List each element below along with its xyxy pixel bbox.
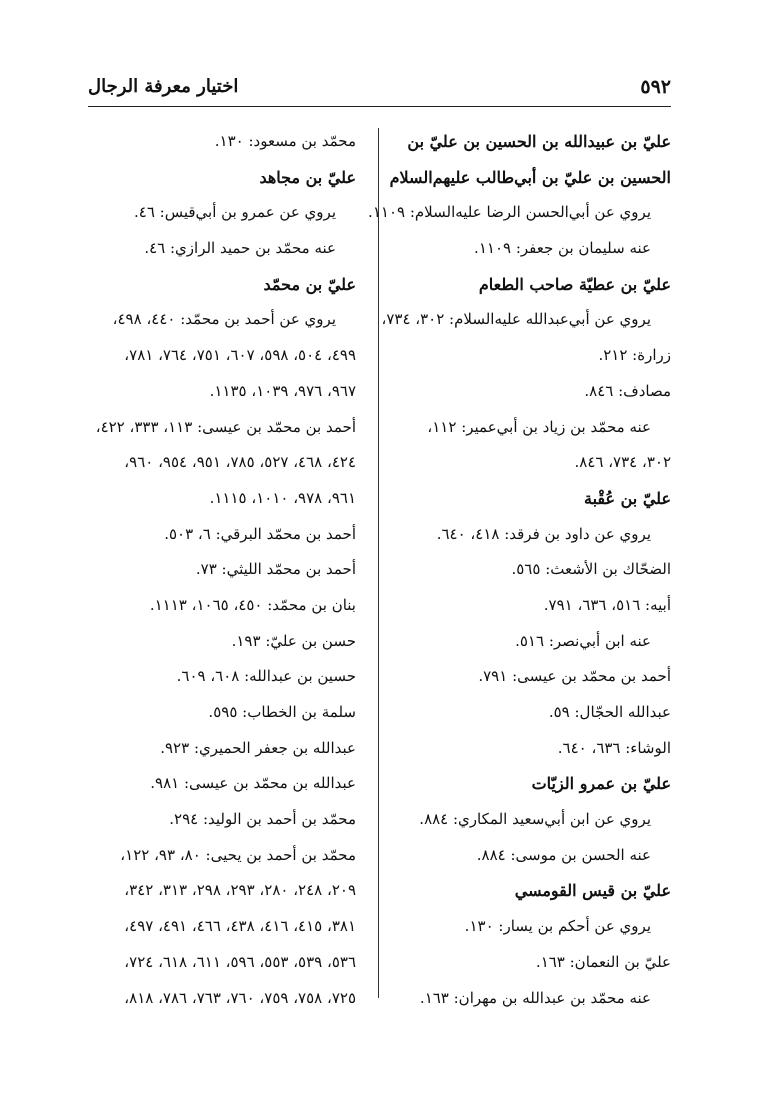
- entry-line: ٧٢٥، ٧٥٨، ٧٥٩، ٧٦٠، ٧٦٣، ٧٨٦، ٨١٨،: [124, 988, 356, 1007]
- entry-line: عنه محمّد بن حميد الرازي: ٤٦.: [144, 239, 336, 258]
- entry-line: يروي عن أبي‌عبدالله عليه‌السلام: ٣٠٢، ٧٣٤،: [381, 310, 651, 329]
- entry-line: محمّد بن أحمد بن يحيى: ٨٠، ٩٣، ١٢٢،: [120, 845, 356, 864]
- entry-line: بنان بن محمّد: ٤٥٠، ١٠٦٥، ١١١٣.: [149, 595, 356, 614]
- entry-line: أحمد بن محمّد البرقي: ٦، ٥٠٣.: [164, 524, 356, 543]
- entry-line: يروي عن أبي‌الحسن الرضا عليه‌السلام: ١١٠٩.: [368, 203, 651, 222]
- entry-line: عليّ بن النعمان: ١٦٣.: [535, 952, 671, 971]
- entry-heading: عليّ بن عمرو الزيّات: [531, 774, 671, 794]
- entry-line: يروي عن أحمد بن محمّد: ٤٤٠، ٤٩٨،: [112, 310, 336, 329]
- entry-line: زرارة: ٢١٢.: [598, 346, 671, 365]
- entry-line: ٣٠٢، ٧٣٤، ٨٤٦.: [574, 453, 671, 472]
- entry-heading: عليّ بن محمّد: [263, 274, 356, 294]
- entry-line: ٤٩٩، ٥٠٤، ٥٩٨، ٦٠٧، ٧٥١، ٧٦٤، ٧٨١،: [124, 346, 356, 365]
- entry-line: ٢٠٩، ٢٤٨، ٢٨٠، ٢٩٣، ٢٩٨، ٣١٣، ٣٤٢،: [124, 881, 356, 900]
- entry-line: عبدالله بن جعفر الحميري: ٩٢٣.: [160, 738, 356, 757]
- entry-heading: عليّ بن عُقْبة: [584, 488, 671, 508]
- left-column: [66, 124, 356, 1016]
- entry-line: الضحّاك بن الأشعث: ٥٦٥.: [511, 560, 671, 579]
- column-divider: [378, 128, 379, 998]
- running-title: اختيار معرفة الرجال: [88, 76, 239, 97]
- entry-heading: عليّ بن قيس القومسي: [514, 881, 671, 901]
- entry-line: أحمد بن محمّد الليثي: ٧٣.: [195, 560, 356, 579]
- entry-line: ٩٦٧، ٩٧٦، ١٠٣٩، ١١٣٥.: [209, 381, 356, 400]
- entry-line: ٥٣٦، ٥٣٩، ٥٥٣، ٥٩٦، ٦١١، ٦١٨، ٧٢٤،: [124, 952, 356, 971]
- page-number: ٥٩٢: [640, 76, 671, 98]
- entry-line: سلمة بن الخطاب: ٥٩٥.: [208, 703, 356, 721]
- entry-line: عنه محمّد بن عبدالله بن مهران: ١٦٣.: [419, 988, 651, 1007]
- header-rule: [88, 106, 671, 107]
- entry-line: أحمد بن محمّد بن عيسى: ٧٩١.: [478, 667, 671, 686]
- entry-line: عبدالله الحجّال: ٥٩.: [548, 703, 671, 721]
- entry-heading: عليّ بن عطيّة صاحب الطعام: [478, 274, 671, 294]
- entry-line: محمّد بن مسعود: ١٣٠.: [214, 132, 356, 150]
- entry-line: محمّد بن أحمد بن الوليد: ٢٩٤.: [169, 810, 356, 829]
- entry-line: يروي عن داود بن فرقد: ٤١٨، ٦٤٠.: [436, 524, 651, 543]
- entry-line: ٣٨١، ٤١٥، ٤١٦، ٤٣٨، ٤٦٦، ٤٩١، ٤٩٧،: [124, 917, 356, 936]
- entry-heading: عليّ بن مجاهد: [259, 167, 356, 187]
- entry-heading: الحسين بن عليّ بن أبي‌طالب عليهم‌السلام: [389, 167, 671, 187]
- entry-line: عبدالله بن محمّد بن عيسى: ٩٨١.: [150, 774, 356, 793]
- entry-line: أبيه: ٥١٦، ٦٣٦، ٧٩١.: [543, 595, 671, 614]
- entry-line: ٩٦١، ٩٧٨، ١٠١٠، ١١١٥.: [209, 488, 356, 507]
- entry-line: أحمد بن محمّد بن عيسى: ١١٣، ٣٣٣، ٤٢٢،: [95, 417, 356, 436]
- entry-line: حسين بن عبدالله: ٦٠٨، ٦٠٩.: [176, 667, 356, 686]
- entry-line: عنه سليمان بن جعفر: ١١٠٩.: [474, 239, 651, 258]
- entry-line: حسن بن عليّ: ١٩٣.: [231, 631, 356, 650]
- entry-line: عنه الحسن بن موسى: ٨٨٤.: [476, 845, 651, 864]
- entry-heading: عليّ بن عبيدالله بن الحسين بن عليّ بن: [407, 132, 671, 151]
- entry-line: عنه ابن أبي‌نصر: ٥١٦.: [515, 631, 651, 650]
- right-column: [368, 124, 671, 1016]
- page-header: [88, 70, 671, 104]
- entry-line: الوشاء: ٦٣٦، ٦٤٠.: [557, 738, 671, 757]
- entry-line: يروي عن أحكم بن يسار: ١٣٠.: [464, 917, 651, 936]
- entry-line: يروي عن ابن أبي‌سعيد المكاري: ٨٨٤.: [419, 810, 651, 829]
- entry-line: ٤٢٤، ٤٦٨، ٥٢٧، ٧٨٥، ٩٥١، ٩٥٤، ٩٦٠،: [124, 453, 356, 472]
- entry-line: مصادف: ٨٤٦.: [584, 381, 671, 400]
- entry-line: يروي عن عمرو بن أبي‌قيس: ٤٦.: [133, 203, 336, 222]
- entry-line: عنه محمّد بن زياد بن أبي‌عمير: ١١٢،: [427, 417, 651, 436]
